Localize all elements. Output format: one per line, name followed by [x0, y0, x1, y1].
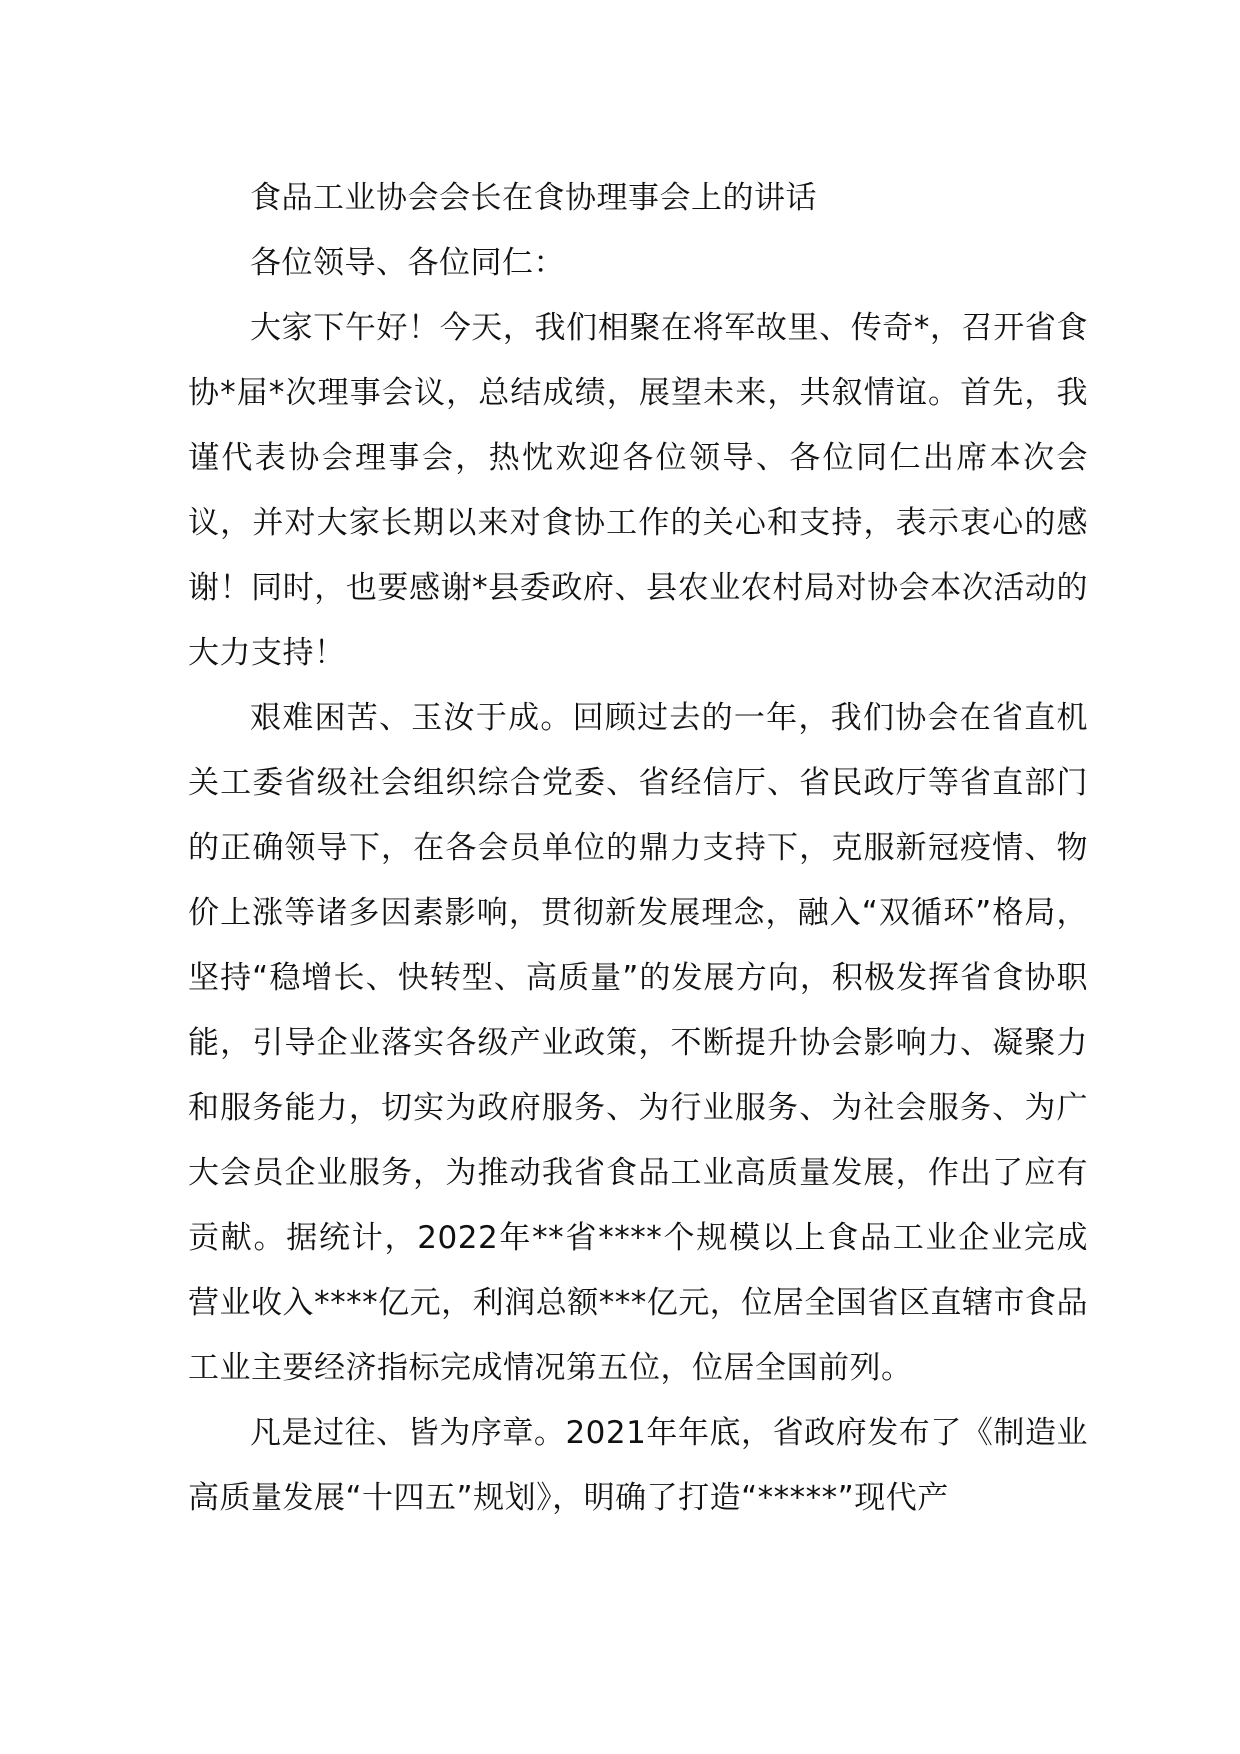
salutation: 各位领导、各位同仁：: [250, 245, 565, 281]
paragraph-prospects: 凡是过往、皆为序章。2021年年底，省政府发布了《制造业高质量发展“十四五”规划》，明确了打造“*****”现代产: [188, 1415, 1088, 1516]
document-body: [188, 166, 1088, 1531]
paragraph-review: 艰难困苦、玉汝于成。回顾过去的一年，我们协会在省直机关工委省级社会组织综合党委、省经信厅、省民政厅等省直部门的正确领导下，在各会员单位的鼎力支持下，克服新冠疫情、物价上涨等诸多因素影响，贯彻新发展理念，融入“双循环”格局，坚持“稳增长、快转型、高质量”的发展方向，积极发挥省食协职能，引导企业落实各级产业政策，不断提升协会影响力、凝聚力和服务能力，切实为政府服务、为行业服务、为社会服务、为广大会员企业服务，为推动我省食品工业高质量发展，作出了应有贡献。据统计，2022年**省****个规模以上食品工业企业完成营业收入****亿元，利润总额***亿元，位居全国省区直辖市食品工业主要经济指标完成情况第五位，位居全国前列。: [188, 700, 1088, 1386]
document-title: 食品工业协会会长在食协理事会上的讲话: [250, 180, 817, 216]
paragraph-opening: 大家下午好！今天，我们相聚在将军故里、传奇*，召开省食协*届*次理事会议，总结成绩，展望未来，共叙情谊。首先，我谨代表协会理事会，热忱欢迎各位领导、各位同仁出席本次会议，并对大家长期以来对食协工作的关心和支持，表示衷心的感谢！同时，也要感谢*县委政府、县农业农村局对协会本次活动的大力支持！: [188, 310, 1088, 671]
